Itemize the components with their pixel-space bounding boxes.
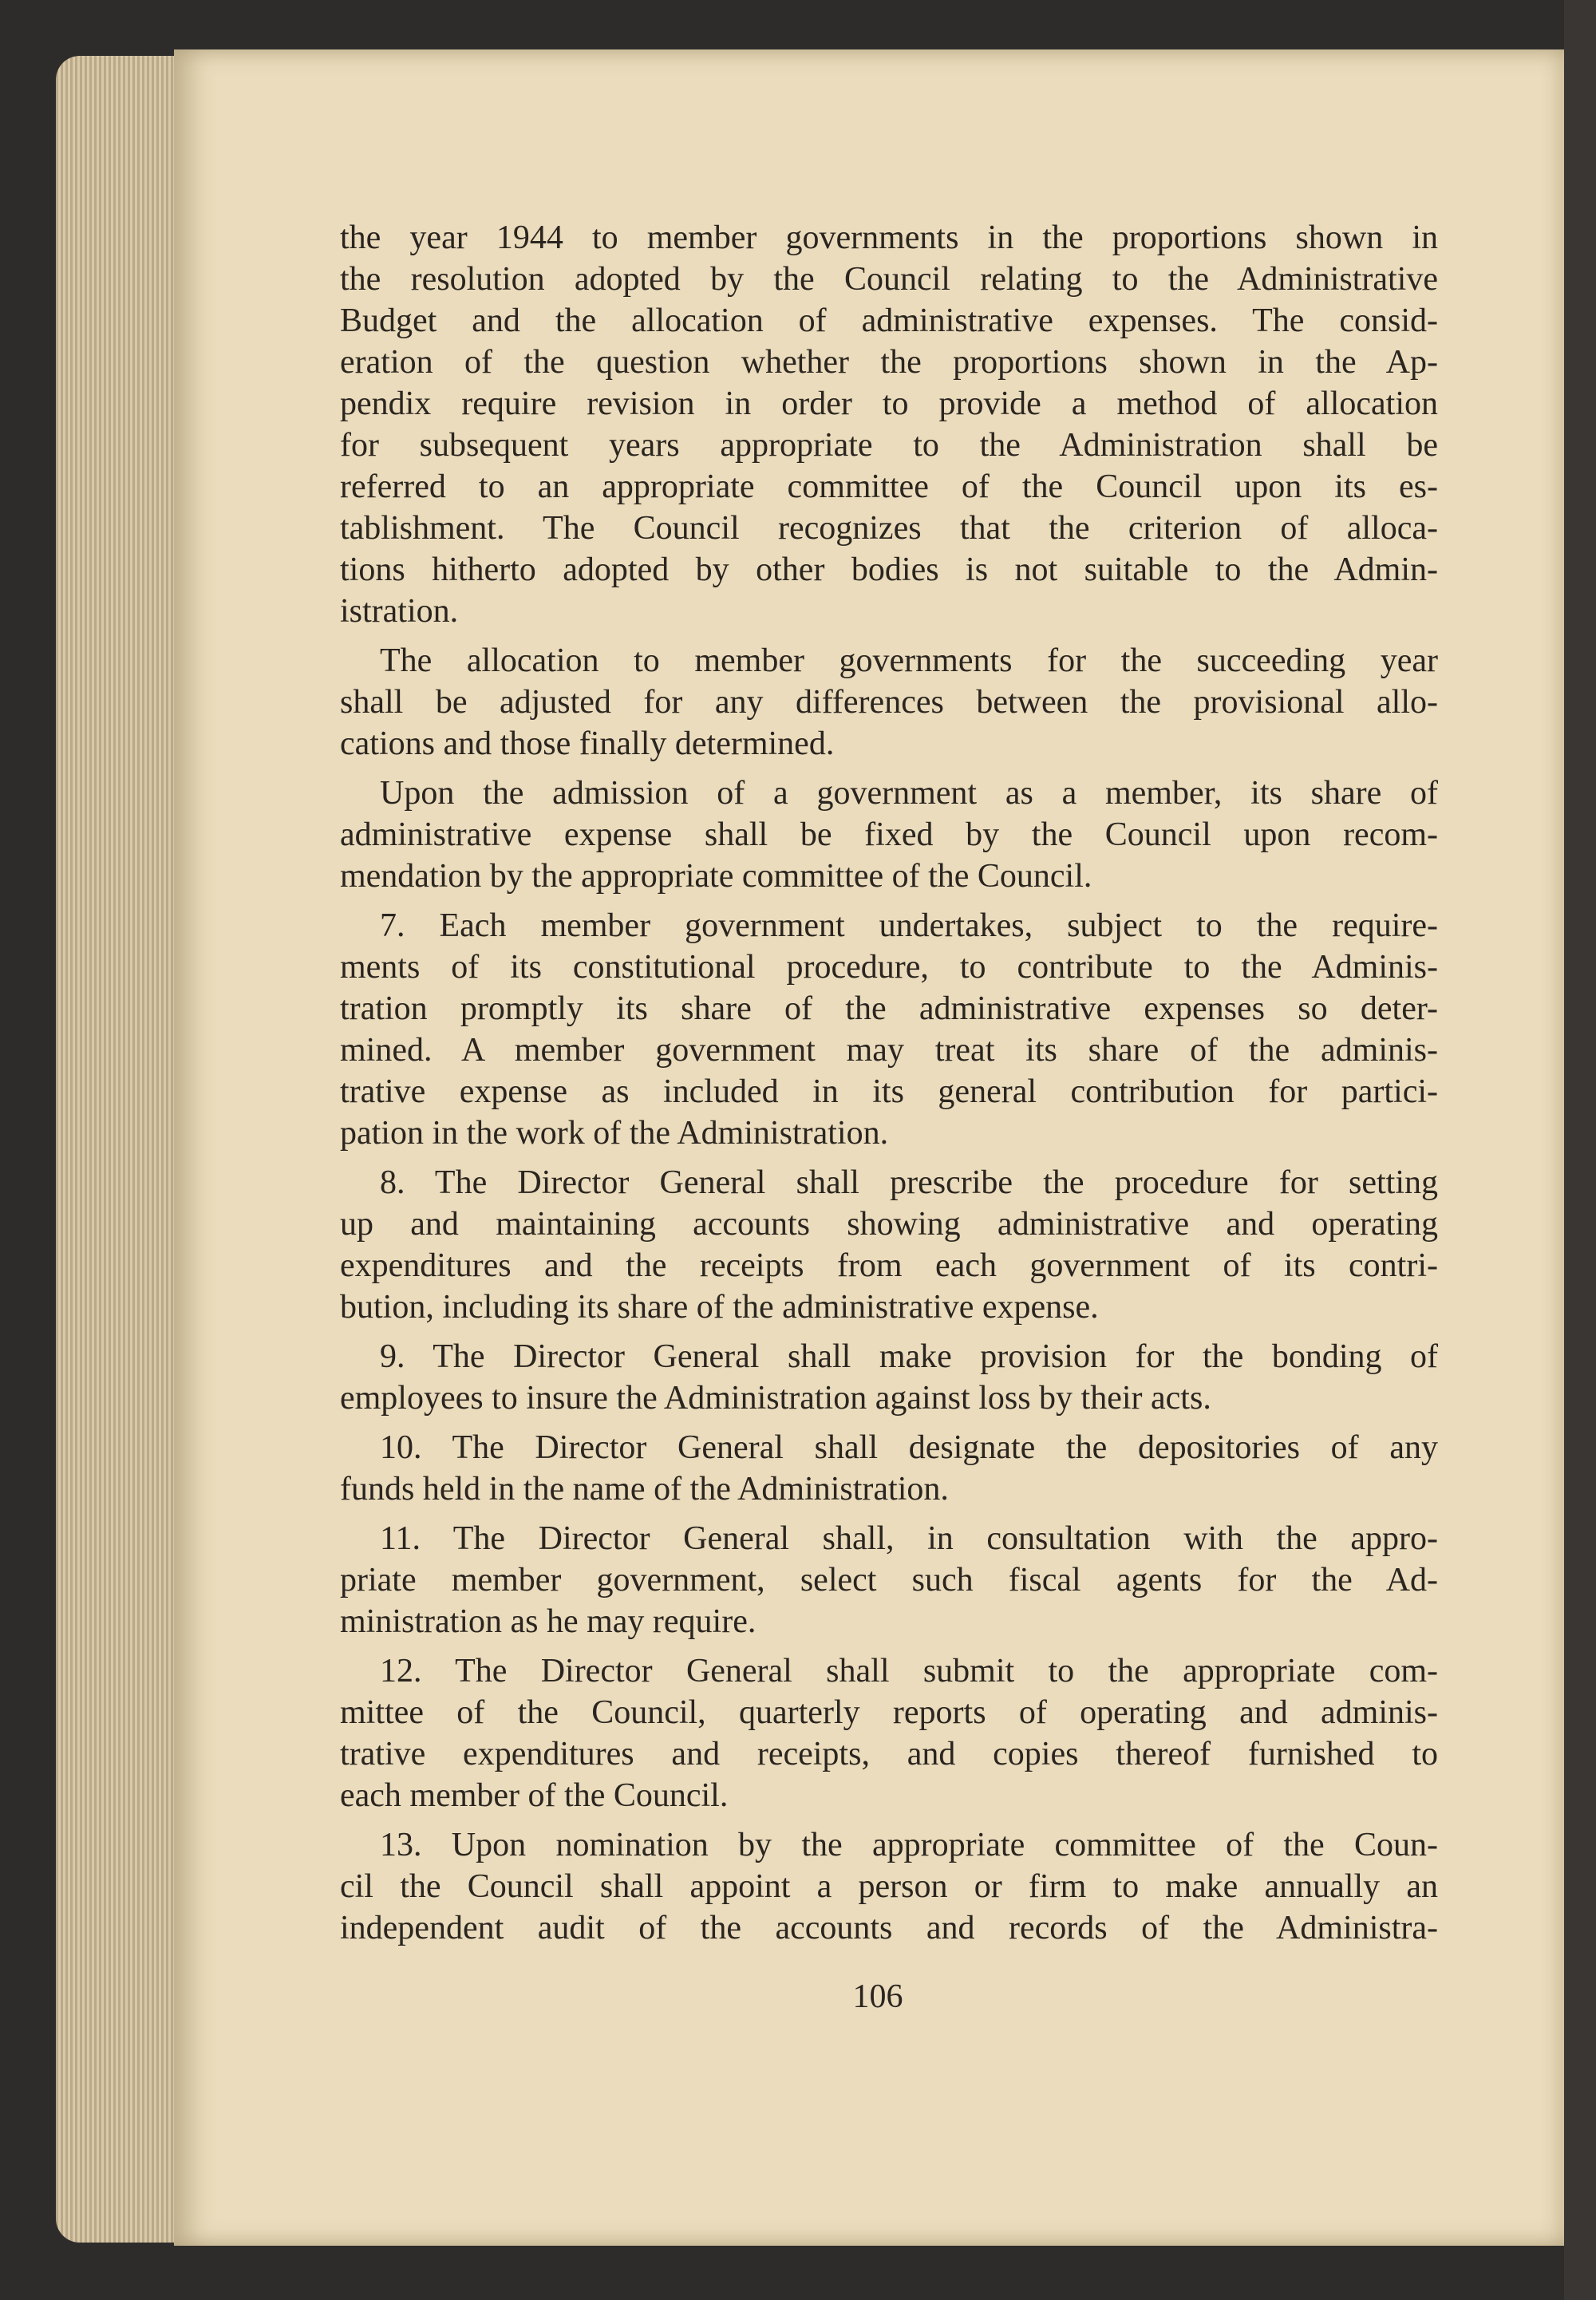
text-line: 11. The Director General shall, in consultation with the appro- [380, 1520, 1438, 1557]
text-line: tions hitherto adopted by other bodies is not suitable to the Admin- [340, 551, 1438, 588]
text-line: trative expenditures and receipts, and copies thereof furnished to [340, 1736, 1438, 1772]
text-line: expenditures and the receipts from each government of its contri- [340, 1247, 1438, 1284]
page-edges [56, 56, 184, 2243]
text-line: trative expense as included in its general contribution for partici- [340, 1073, 1438, 1110]
text-line: 9. The Director General shall make provision for the bonding of [380, 1338, 1438, 1375]
paragraph [340, 1162, 1438, 1328]
text-line: 12. The Director General shall submit to the appropriate com- [380, 1653, 1438, 1689]
text-line: 8. The Director General shall prescribe the procedure for setting [380, 1164, 1438, 1201]
facing-page-edge [1564, 0, 1596, 2300]
text-line: mendation by the appropriate committee of the Council. [340, 858, 1092, 895]
text-line: independent audit of the accounts and records of the Administra- [340, 1910, 1438, 1946]
text-line: funds held in the name of the Administration. [340, 1471, 949, 1508]
text-line: 10. The Director General shall designate the depositories of any [380, 1429, 1438, 1466]
text-line: Upon the admission of a government as a member, its share of [380, 775, 1438, 812]
text-line: pendix require revision in order to provide a method of allocation [340, 385, 1438, 422]
page-number: 106 [852, 1978, 903, 2015]
text-line: ministration as he may require. [340, 1603, 757, 1640]
paragraph [340, 640, 1438, 765]
paragraph [340, 905, 1438, 1154]
paragraph [340, 1336, 1438, 1419]
text-line: eration of the question whether the proportions shown in the Ap- [340, 344, 1438, 381]
text-line: tablishment. The Council recognizes that the criterion of alloca- [340, 510, 1438, 547]
text-line: mittee of the Council, quarterly reports of operating and adminis- [340, 1694, 1438, 1731]
text-line: administrative expense shall be fixed by the Council upon recom- [340, 816, 1438, 853]
paragraph [340, 1650, 1438, 1816]
text-line: tration promptly its share of the administrative expenses so deter- [340, 990, 1438, 1027]
text-line: The allocation to member governments for the succeeding year [380, 642, 1438, 679]
text-line: bution, including its share of the administrative expense. [340, 1289, 1099, 1326]
text-line: 13. Upon nomination by the appropriate committee of the Coun- [380, 1827, 1438, 1863]
text-line: ments of its constitutional procedure, to contribute to the Adminis- [340, 949, 1438, 986]
text-line: 7. Each member government undertakes, subject to the require- [380, 907, 1438, 944]
text-line: istration. [340, 593, 459, 630]
paragraph [340, 1518, 1438, 1642]
paragraph [340, 1824, 1438, 1949]
text-line: for subsequent years appropriate to the Administration shall be [340, 427, 1438, 464]
text-line: mined. A member government may treat its share of the adminis- [340, 1032, 1438, 1069]
text-line: shall be adjusted for any differences between the provisional allo- [340, 684, 1438, 721]
paragraph [340, 773, 1438, 897]
paragraph [340, 1427, 1438, 1510]
text-line: up and maintaining accounts showing administrative and operating [340, 1206, 1438, 1243]
text-line: cations and those finally determined. [340, 725, 835, 762]
text-line: the resolution adopted by the Council relating to the Administrative [340, 261, 1438, 298]
text-line: referred to an appropriate committee of the Council upon its es- [340, 468, 1438, 505]
text-line: employees to insure the Administration against loss by their acts. [340, 1380, 1211, 1417]
text-line: each member of the Council. [340, 1777, 729, 1814]
text-line: cil the Council shall appoint a person or firm to make annually an [340, 1868, 1438, 1905]
text-line: Budget and the allocation of administrative expenses. The consid- [340, 302, 1438, 339]
paragraph [340, 217, 1438, 632]
body-text [340, 217, 1438, 1957]
text-line: the year 1944 to member governments in the proportions shown in [340, 219, 1438, 256]
text-line: pation in the work of the Administration. [340, 1115, 889, 1152]
text-line: priate member government, select such fiscal agents for the Ad- [340, 1562, 1438, 1599]
